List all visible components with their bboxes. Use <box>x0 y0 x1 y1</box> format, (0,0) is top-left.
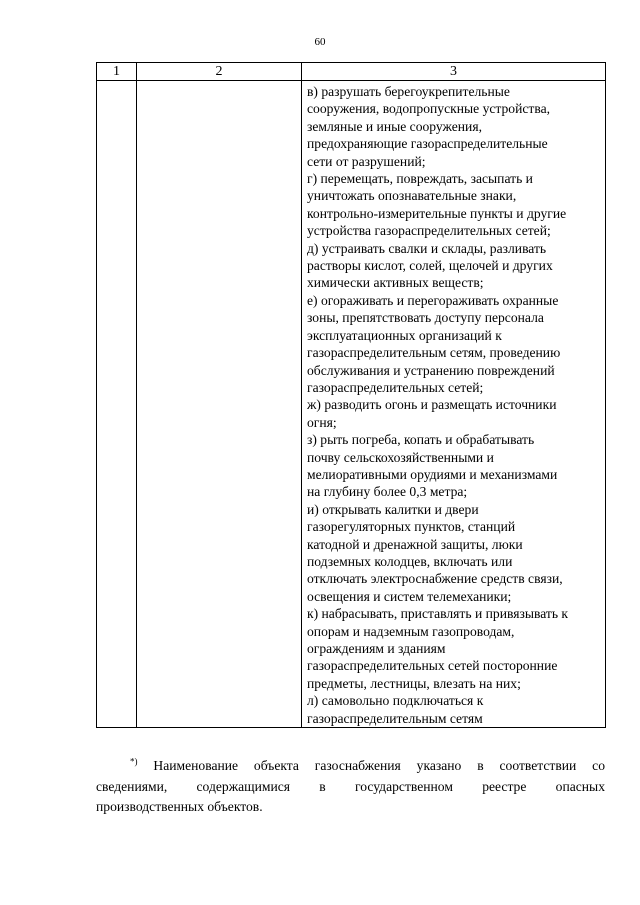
text-line: предметы, лестницы, влезать на них; <box>307 675 521 691</box>
text-line: газораспределительным сетям <box>307 710 483 726</box>
text-line: газорегуляторных пунктов, станций <box>307 519 516 535</box>
text-line: эксплуатационных организаций к <box>307 327 502 343</box>
requirements-table <box>96 62 606 728</box>
text-line: катодной и дренажной защиты, люки <box>307 536 523 552</box>
header-col-1: 1 <box>97 63 137 81</box>
text-line: опорам и надземным газопроводам, <box>307 623 515 639</box>
text-line: сети от разрушений; <box>307 153 426 169</box>
text-line: г) перемещать, повреждать, засыпать и <box>307 171 533 187</box>
text-line: л) самовольно подключаться к <box>307 693 484 709</box>
text-line: ж) разводить огонь и размещать источники <box>307 397 557 413</box>
footnote-text-1: Наименование объекта газоснабжения указано в соответствии со <box>153 758 605 773</box>
text-line: в) разрушать берегоукрепительные <box>307 84 510 99</box>
text-line: газораспределительных сетей; <box>307 379 484 395</box>
text-line: газораспределительных сетей посторонние <box>307 658 558 674</box>
cell-col-1 <box>97 81 137 728</box>
header-col-3: 3 <box>302 63 606 81</box>
footnote <box>96 756 605 818</box>
page-number: 60 <box>314 36 326 48</box>
text-line: газораспределительным сетям, проведению <box>307 345 561 361</box>
text-line: отключать электроснабжение средств связи, <box>307 571 563 587</box>
text-line: устройства газораспределительных сетей; <box>307 223 551 239</box>
text-line: зоны, препятствовать доступу персонала <box>307 310 544 326</box>
text-line: освещения и систем телемеханики; <box>307 588 512 604</box>
cell-col-3 <box>302 81 606 728</box>
text-line: контрольно-измерительные пункты и другие <box>307 205 567 221</box>
text-line: на глубину более 0,3 метра; <box>307 484 468 500</box>
text-line: мелиоративными орудиями и механизмами <box>307 466 558 482</box>
text-line: и) открывать калитки и двери <box>307 501 479 517</box>
text-line: сооружения, водопропускные устройства, <box>307 101 551 117</box>
footnote-line-3: производственных объектов. <box>96 799 263 814</box>
text-line: растворы кислот, солей, щелочей и других <box>307 258 553 274</box>
cell-col-2 <box>137 81 302 728</box>
prohibitions-list <box>307 83 601 727</box>
header-col-2: 2 <box>137 63 302 81</box>
text-line: почву сельскохозяйственными и <box>307 449 494 465</box>
text-line: е) огораживать и перегораживать охранные <box>307 292 559 308</box>
text-line: обслуживания и устранению повреждений <box>307 362 555 378</box>
text-line: подземных колодцев, включать или <box>307 553 513 569</box>
text-line: уничтожать опознавательные знаки, <box>307 188 517 204</box>
footnote-marker: *) <box>130 756 138 767</box>
text-line: з) рыть погреба, копать и обрабатывать <box>307 432 535 448</box>
text-line: химически активных веществ; <box>307 275 484 291</box>
text-line: к) набрасывать, приставлять и привязывать к <box>307 606 569 622</box>
text-line: предохраняющие газораспределительные <box>307 136 548 152</box>
text-line: огня; <box>307 414 337 430</box>
footnote-line-2: сведениями, содержащимися в государственном реестре опасных <box>96 778 605 794</box>
text-line: ограждениям и зданиям <box>307 641 446 656</box>
text-line: земляные и иные сооружения, <box>307 118 482 134</box>
text-line: д) устраивать свалки и склады, разливать <box>307 240 547 256</box>
footnote-line-1 <box>96 756 605 777</box>
table-row <box>97 81 606 728</box>
table-header-row <box>97 63 606 81</box>
